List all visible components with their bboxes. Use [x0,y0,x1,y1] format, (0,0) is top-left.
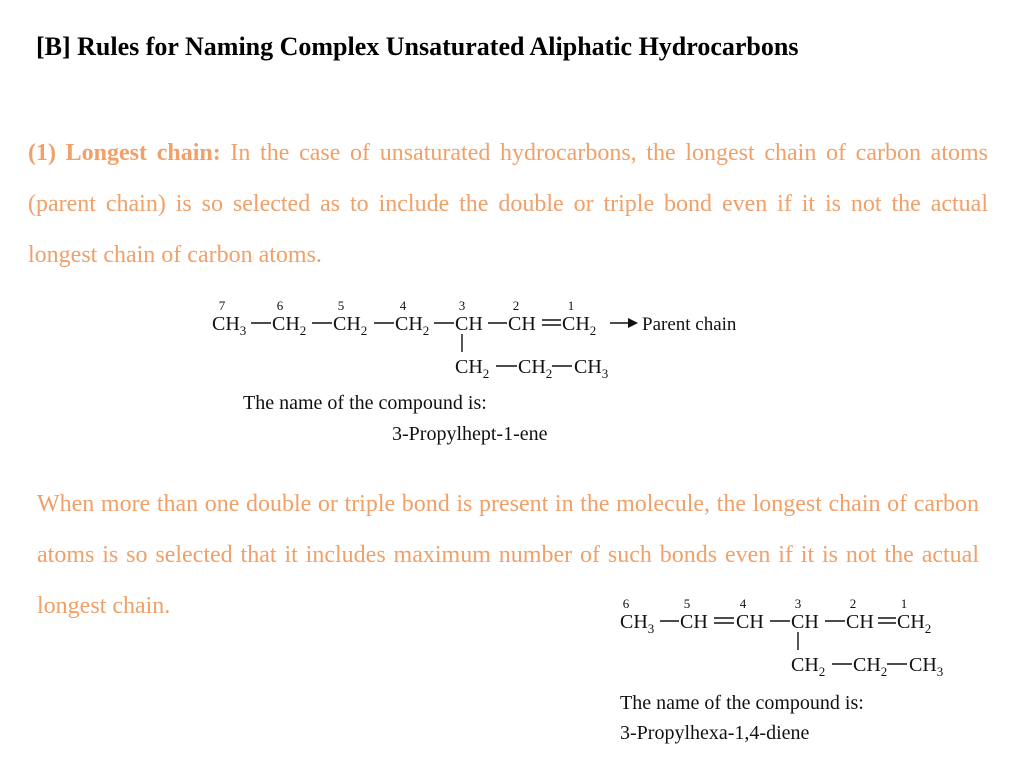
carbon-number: 3 [458,298,466,313]
branch-group: $CH_2$ [518,356,553,381]
chain-group: $CH_2$ [562,313,597,338]
compound-name: 3-Propylhept-1-ene [392,423,548,445]
structure-heptene [200,290,780,390]
branch-group: $CH_2$ [455,356,490,381]
chain-group: $CH_2$ [272,313,307,338]
carbon-number: 2 [512,298,520,313]
arrow-label: Parent chain [642,314,737,335]
carbon-number: 3 [794,596,802,611]
carbon-number: 1 [900,596,908,611]
compound-name-caption: The name of the compound is: [243,392,487,414]
carbon-number: 7 [218,298,226,313]
arrowhead-icon [628,318,638,328]
structure-hexadiene [612,592,972,682]
carbon-number: 5 [683,596,691,611]
chain-group: $CH_2$ [333,313,368,338]
compound-name: 3-Propylhexa-1,4-diene [620,722,810,744]
chain-group: $CH_2$ [395,313,430,338]
branch-group: $CH_3$ [909,654,944,679]
branch-group: $CH_3$ [574,356,609,381]
branch-group: $CH_2$ [853,654,888,679]
longest-chain-paragraph [28,128,988,281]
slide-title: [B] Rules for Naming Complex Unsaturated Aliphatic Hydrocarbons [36,32,799,61]
carbon-number: 4 [399,298,407,313]
chain-group: CH [508,313,536,335]
rule-text: In the case of unsaturated hydrocarbons, the longest chain of carbon atoms (parent chain) is so selected as to include the double or triple bond even if it is not the actual longest chain of carbon atoms. [28,140,988,268]
chain-group: CH [846,611,874,633]
carbon-number: 4 [739,596,747,611]
chain-group: $CH_3$ [620,611,655,636]
carbon-number: 1 [567,298,575,313]
chain-group: $CH_2$ [897,611,932,636]
branch-group: $CH_2$ [791,654,826,679]
chain-group: CH [455,313,483,335]
compound-name-caption: The name of the compound is: [620,692,864,714]
chain-group: CH [736,611,764,633]
chain-group: CH [791,611,819,633]
multiple-bonds-paragraph: When more than one double or triple bond is present in the molecule, the longest chain of carbon atoms is so selected that it includes maximum number of such bonds even if it is not the actual longest chain. [37,491,979,619]
carbon-number: 5 [337,298,345,313]
carbon-number: 6 [622,596,630,611]
carbon-number: 2 [849,596,857,611]
rule-heading: (1) Longest chain: [28,140,221,166]
carbon-number: 6 [276,298,284,313]
chain-group: $CH_3$ [212,313,247,338]
chain-group: CH [680,611,708,633]
